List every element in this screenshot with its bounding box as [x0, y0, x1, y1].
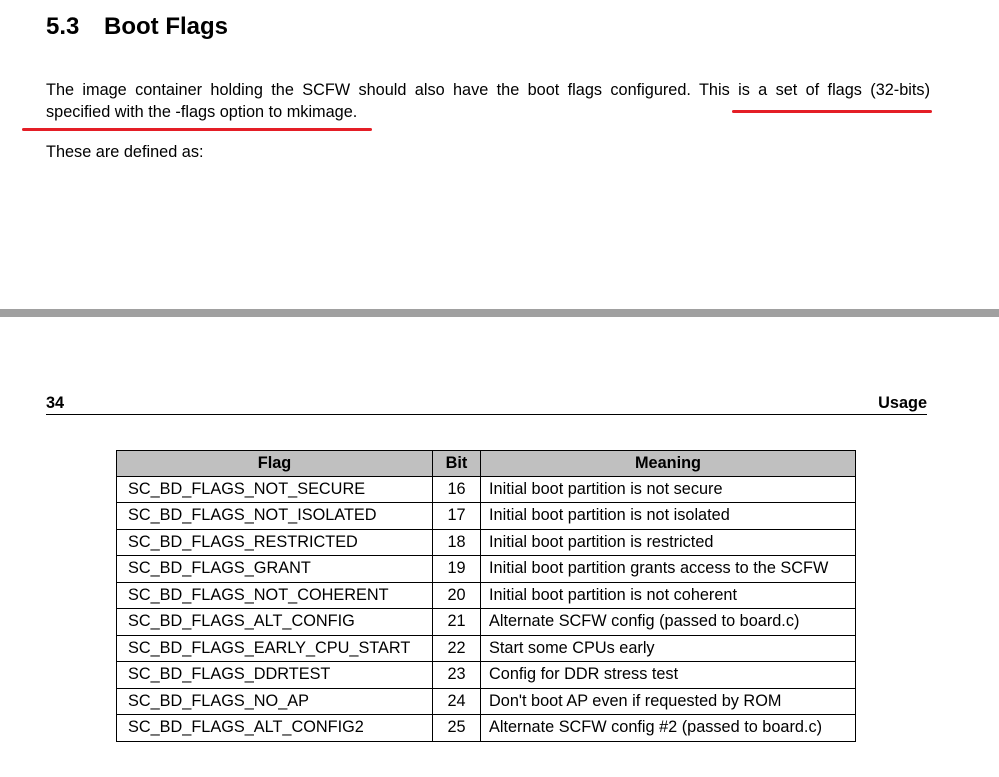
- meaning-cell: Alternate SCFW config (passed to board.c): [481, 609, 856, 636]
- column-header-meaning: Meaning: [481, 451, 856, 477]
- meaning-cell: Initial boot partition is not isolated: [481, 503, 856, 530]
- section-title: Boot Flags: [104, 13, 228, 40]
- table-header-row: [117, 451, 856, 477]
- bit-cell: 20: [433, 582, 481, 609]
- flag-cell: SC_BD_FLAGS_NOT_SECURE: [117, 476, 433, 503]
- bit-cell: 21: [433, 609, 481, 636]
- flag-cell: SC_BD_FLAGS_RESTRICTED: [117, 529, 433, 556]
- section-number: 5.3: [46, 13, 80, 40]
- boot-flags-table: [116, 450, 856, 742]
- flag-cell: SC_BD_FLAGS_NO_AP: [117, 688, 433, 715]
- defined-as-text: These are defined as:: [46, 143, 204, 161]
- meaning-cell: Alternate SCFW config #2 (passed to board.c): [481, 715, 856, 742]
- bit-cell: 17: [433, 503, 481, 530]
- table-row: [117, 662, 856, 689]
- paragraph-line-2: specified with the -flags option to mkimage.: [46, 103, 358, 121]
- table-row: [117, 556, 856, 583]
- bit-cell: 23: [433, 662, 481, 689]
- bit-cell: 16: [433, 476, 481, 503]
- column-header-flag: Flag: [117, 451, 433, 477]
- table-row: [117, 609, 856, 636]
- table-row: [117, 688, 856, 715]
- table-row: [117, 635, 856, 662]
- flag-cell: SC_BD_FLAGS_EARLY_CPU_START: [117, 635, 433, 662]
- table-row: [117, 582, 856, 609]
- flag-cell: SC_BD_FLAGS_ALT_CONFIG: [117, 609, 433, 636]
- intro-paragraph: [46, 79, 930, 123]
- bit-cell: 18: [433, 529, 481, 556]
- page-number: 34: [46, 394, 65, 412]
- red-underline-annotation: [22, 128, 372, 131]
- chapter-title: Usage: [878, 394, 927, 412]
- flag-cell: SC_BD_FLAGS_ALT_CONFIG2: [117, 715, 433, 742]
- flag-cell: SC_BD_FLAGS_NOT_ISOLATED: [117, 503, 433, 530]
- bit-cell: 24: [433, 688, 481, 715]
- column-header-bit: Bit: [433, 451, 481, 477]
- meaning-cell: Initial boot partition is restricted: [481, 529, 856, 556]
- section-heading: [46, 13, 228, 41]
- paragraph-line-1: The image container holding the SCFW should also have the boot flags configured. This is a set of flags (32-bits): [46, 81, 930, 99]
- bit-cell: 22: [433, 635, 481, 662]
- meaning-cell: Start some CPUs early: [481, 635, 856, 662]
- meaning-cell: Initial boot partition is not coherent: [481, 582, 856, 609]
- page-break-divider: [0, 309, 999, 317]
- table-row: [117, 503, 856, 530]
- table-row: [117, 715, 856, 742]
- flag-cell: SC_BD_FLAGS_GRANT: [117, 556, 433, 583]
- red-underline-annotation: [732, 110, 932, 113]
- meaning-cell: Config for DDR stress test: [481, 662, 856, 689]
- bit-cell: 19: [433, 556, 481, 583]
- meaning-cell: Initial boot partition is not secure: [481, 476, 856, 503]
- table-row: [117, 529, 856, 556]
- page-header: [46, 393, 927, 415]
- flag-cell: SC_BD_FLAGS_DDRTEST: [117, 662, 433, 689]
- flag-cell: SC_BD_FLAGS_NOT_COHERENT: [117, 582, 433, 609]
- table-row: [117, 476, 856, 503]
- bit-cell: 25: [433, 715, 481, 742]
- meaning-cell: Initial boot partition grants access to the SCFW: [481, 556, 856, 583]
- meaning-cell: Don't boot AP even if requested by ROM: [481, 688, 856, 715]
